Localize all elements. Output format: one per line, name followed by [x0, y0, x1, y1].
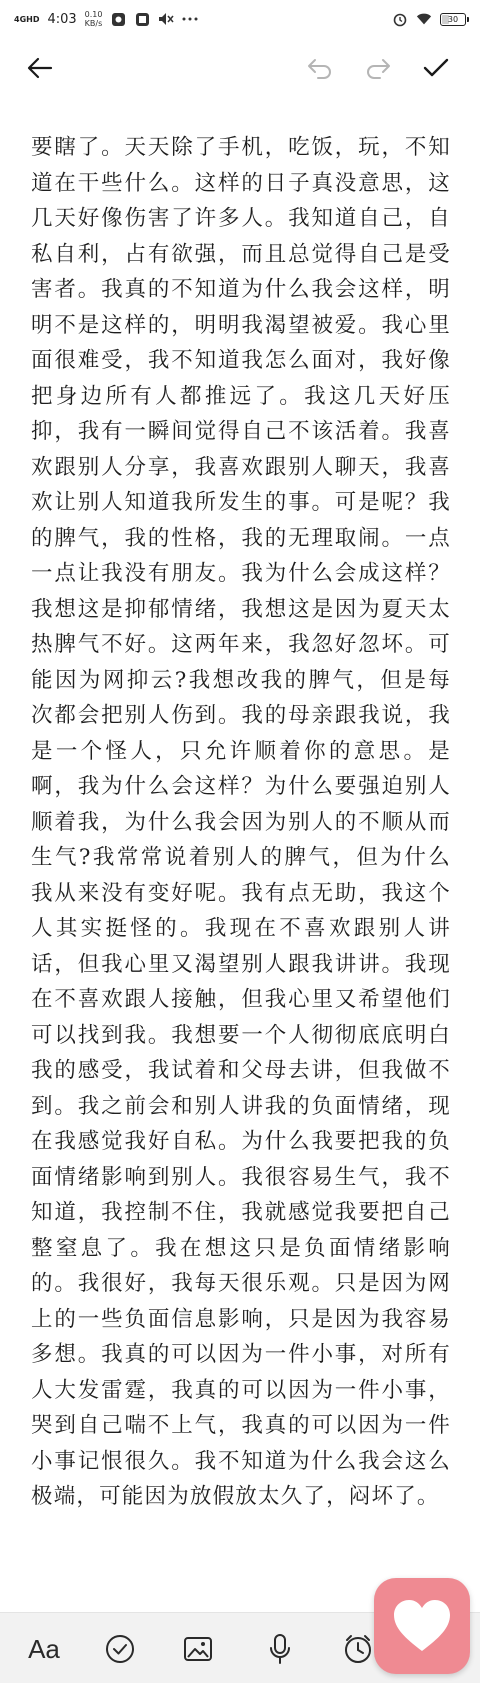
arrow-left-icon: [27, 57, 53, 79]
heart-icon: [391, 1597, 453, 1655]
notification-photo-icon: [110, 11, 126, 27]
reminder-button[interactable]: [340, 1631, 376, 1667]
alarm-icon: [392, 11, 408, 27]
status-left: [14, 10, 198, 28]
voice-input-button[interactable]: [262, 1631, 298, 1667]
note-toolbar: [0, 38, 480, 96]
status-right: [392, 11, 466, 27]
net-speed-unit: KB/s: [84, 19, 103, 28]
image-icon: [183, 1636, 213, 1662]
text-format-label: Aa: [28, 1633, 60, 1664]
clock-time: 4:03: [47, 11, 77, 27]
mute-icon: [158, 11, 174, 27]
confirm-button[interactable]: [418, 50, 454, 86]
network-indicator: 4GHD: [14, 14, 40, 24]
check-circle-icon: [105, 1634, 135, 1664]
battery-indicator: [440, 13, 466, 26]
microphone-icon: [268, 1633, 292, 1665]
undo-button[interactable]: [302, 50, 338, 86]
wifi-icon: [416, 11, 432, 27]
notification-app-icon: [134, 11, 150, 27]
net-speed-value: 0.10: [84, 10, 103, 19]
redo-button[interactable]: [360, 50, 396, 86]
more-notifications-icon: [182, 11, 198, 27]
net-speed: [85, 10, 103, 28]
undo-icon: [306, 57, 334, 79]
text-format-button[interactable]: [24, 1631, 64, 1667]
heart-float-button[interactable]: [374, 1578, 470, 1674]
status-bar: [0, 0, 480, 38]
insert-image-button[interactable]: [180, 1631, 216, 1667]
checkmark-icon: [423, 57, 449, 79]
note-body[interactable]: 要瞎了。天天除了手机，吃饭，玩，不知道在干些什么。这样的日子真没意思，这几天好像伤害了许多人。我知道自己，自私自利，占有欲强，而且总觉得自己是受害者。我真的不知道为什么我会这样，明明不是这样的，明明我渴望被爱。我心里面很难受，我不知道我怎么面对，我好像把身边所有人都推远了。我这几天好压抑，我有一瞬间觉得自己不该活着。我喜欢跟别人分享，我喜欢跟别人聊天，我喜欢让别人知道我所发生的事。可是呢？我的脾气，我的性格，我的无理取闹。一点一点让我没有朋友。我为什么会成这样？我想这是抑郁情绪，我想这是因为夏天太热脾气不好。这两年来，我忽好忽坏。可能因为网抑云?我想改我的脾气，但是每次都会把别人伤到。我的母亲跟我说，我是一个怪人，只允许顺着你的意思。是啊，我为什么会这样？为什么要强迫别人顺着我，为什么我会因为别人的不顺从而生气?我常常说着别人的脾气，但为什么我从来没有变好呢。我有点无助，我这个人其实挺怪的。我现在不喜欢跟别人讲话，但我心里又渴望别人跟我讲讲。我现在不喜欢跟人接触，但我心里又希望他们可以找到我。我想要一个人彻彻底底明白我的感受，我试着和父母去讲，但我做不到。我之前会和别人讲我的负面情绪，现在我感觉我好自私。为什么我要把我的负面情绪影响到别人。我很容易生气，我不知道，我控制不住，我就感觉我要把自己整窒息了。我在想这只是负面情绪影响的。我很好，我每天很乐观。只是因为网上的一些负面信息影响，只是因为我容易多想。我真的可以因为一件小事，对所有人大发雷霆，我真的可以因为一件小事，哭到自己喘不上气，我真的可以因为一件小事记恨很久。我不知道为什么我会这么极端，可能因为放假放太久了，闷坏了。: [31, 135, 451, 1509]
redo-icon: [364, 57, 392, 79]
back-button[interactable]: [22, 50, 58, 86]
checklist-button[interactable]: [102, 1631, 138, 1667]
clock-icon: [343, 1634, 373, 1664]
battery-percent: 30: [447, 14, 459, 24]
